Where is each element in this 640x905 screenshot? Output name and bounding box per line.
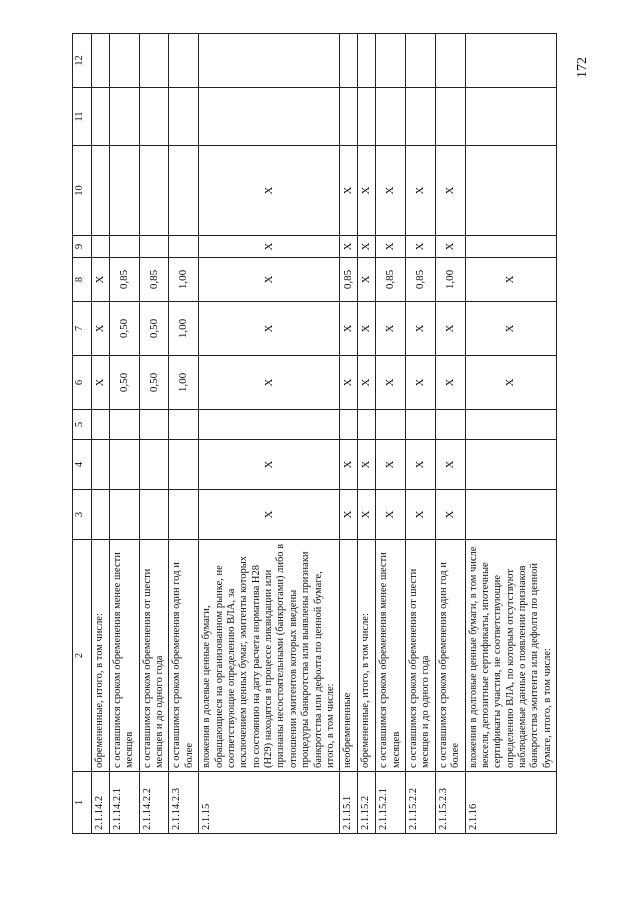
cell-value: X	[435, 302, 465, 356]
cell-value	[406, 34, 436, 88]
row-description: с оставшимся сроком обременения от шести месяцев и до одного года	[406, 540, 436, 772]
column-header: 3	[73, 490, 92, 540]
cell-value	[199, 34, 340, 88]
cell-value	[109, 88, 139, 146]
cell-value	[139, 88, 169, 146]
cell-value	[465, 146, 557, 236]
cell-value	[340, 88, 358, 146]
column-header: 2	[73, 540, 92, 772]
cell-value	[435, 410, 465, 440]
cell-value: 0,85	[376, 258, 406, 302]
table-row	[92, 34, 110, 834]
cell-value	[358, 88, 376, 146]
cell-value: X	[358, 356, 376, 410]
cell-value: X	[340, 236, 358, 258]
cell-value	[406, 88, 436, 146]
cell-value: X	[199, 440, 340, 490]
cell-value: X	[358, 258, 376, 302]
cell-value	[139, 236, 169, 258]
cell-value: X	[199, 490, 340, 540]
cell-value: X	[92, 302, 110, 356]
cell-value: X	[340, 440, 358, 490]
cell-value	[169, 34, 199, 88]
table-row	[358, 34, 376, 834]
row-code: 2.1.15.2.2	[406, 772, 436, 834]
cell-value: 0,85	[139, 258, 169, 302]
cell-value: X	[358, 490, 376, 540]
cell-value	[376, 410, 406, 440]
cell-value: 0,85	[406, 258, 436, 302]
row-description: с оставшимся сроком обременения один год и более	[169, 540, 199, 772]
cell-value: X	[406, 302, 436, 356]
cell-value: X	[199, 146, 340, 236]
cell-value: 1,00	[169, 258, 199, 302]
cell-value	[92, 236, 110, 258]
cell-value: X	[435, 236, 465, 258]
cell-value	[139, 490, 169, 540]
table-row	[406, 34, 436, 834]
table-row	[376, 34, 406, 834]
cell-value: 1,00	[435, 258, 465, 302]
cell-value: X	[358, 146, 376, 236]
cell-value: X	[406, 490, 436, 540]
cell-value: 0,85	[340, 258, 358, 302]
row-code: 2.1.14.2.3	[169, 772, 199, 834]
cell-value: X	[435, 490, 465, 540]
cell-value	[465, 34, 557, 88]
cell-value	[376, 34, 406, 88]
cell-value: X	[340, 302, 358, 356]
table-row	[199, 34, 340, 834]
liquidity-table	[72, 33, 557, 834]
cell-value	[109, 34, 139, 88]
cell-value: X	[376, 356, 406, 410]
cell-value	[465, 236, 557, 258]
cell-value	[109, 236, 139, 258]
row-code: 2.1.15.2.1	[376, 772, 406, 834]
cell-value	[92, 88, 110, 146]
row-description: необремененные	[340, 540, 358, 772]
cell-value: X	[376, 236, 406, 258]
cell-value	[139, 146, 169, 236]
cell-value	[169, 146, 199, 236]
column-header: 12	[73, 34, 92, 88]
column-header: 7	[73, 302, 92, 356]
cell-value	[199, 410, 340, 440]
cell-value	[169, 490, 199, 540]
table-row	[465, 34, 557, 834]
cell-value	[139, 34, 169, 88]
cell-value: X	[199, 258, 340, 302]
cell-value	[435, 34, 465, 88]
column-header: 6	[73, 356, 92, 410]
cell-value: 1,00	[169, 302, 199, 356]
cell-value	[376, 88, 406, 146]
cell-value: X	[435, 440, 465, 490]
cell-value: X	[376, 302, 406, 356]
cell-value: X	[435, 356, 465, 410]
cell-value	[109, 440, 139, 490]
cell-value: X	[340, 146, 358, 236]
row-description: обремененные, итого, в том числе:	[358, 540, 376, 772]
cell-value	[199, 88, 340, 146]
column-header: 4	[73, 440, 92, 490]
cell-value: X	[465, 302, 557, 356]
cell-value: X	[465, 258, 557, 302]
cell-value: X	[340, 490, 358, 540]
row-description: вложения в долевые ценные бумаги, обращающиеся на организованном рынке, не соответствующие определению ВЛА, за исключением ценных бумаг, эмитенты которых по состоянию на дату расчета норматива Н28 (Н29) находятся в процессе ликвидации или признаны несостоятельными (банкротами) либо в отношении эмитентов которых введены процедуры банкротства или выявлены признаки банкротства или дефолта по ценной бумаге, итого, в том числе:	[199, 540, 340, 772]
cell-value	[465, 440, 557, 490]
cell-value	[169, 440, 199, 490]
cell-value: 0,50	[109, 356, 139, 410]
cell-value	[92, 34, 110, 88]
row-description: обремененные, итого, в том числе:	[92, 540, 110, 772]
table-row	[139, 34, 169, 834]
cell-value: X	[199, 302, 340, 356]
cell-value	[340, 34, 358, 88]
cell-value: 0,50	[139, 302, 169, 356]
row-code: 2.1.14.2	[92, 772, 110, 834]
row-description: с оставшимся сроком обременения один год и более	[435, 540, 465, 772]
row-code: 2.1.16	[465, 772, 557, 834]
cell-value	[435, 88, 465, 146]
cell-value: 0,85	[109, 258, 139, 302]
cell-value: X	[199, 236, 340, 258]
page-number: 172	[575, 57, 590, 78]
row-code: 2.1.15.1	[340, 772, 358, 834]
cell-value: X	[376, 440, 406, 490]
row-code: 2.1.15.2.3	[435, 772, 465, 834]
table-row	[340, 34, 358, 834]
cell-value: X	[406, 236, 436, 258]
cell-value	[169, 236, 199, 258]
cell-value	[92, 146, 110, 236]
cell-value: X	[358, 440, 376, 490]
cell-value	[169, 410, 199, 440]
table-row	[435, 34, 465, 834]
cell-value: X	[199, 356, 340, 410]
column-header: 9	[73, 236, 92, 258]
cell-value	[358, 410, 376, 440]
cell-value: X	[92, 356, 110, 410]
cell-value	[465, 490, 557, 540]
cell-value: 0,50	[109, 302, 139, 356]
row-code: 2.1.14.2.2	[139, 772, 169, 834]
cell-value	[109, 410, 139, 440]
column-header: 11	[73, 88, 92, 146]
cell-value	[358, 34, 376, 88]
column-header: 5	[73, 410, 92, 440]
cell-value	[92, 410, 110, 440]
row-description: с оставшимся сроком обременения от шести месяцев и до одного года	[139, 540, 169, 772]
row-code: 2.1.15.2	[358, 772, 376, 834]
cell-value	[139, 410, 169, 440]
cell-value: X	[358, 236, 376, 258]
cell-value	[109, 146, 139, 236]
header-row	[73, 34, 92, 834]
cell-value	[92, 490, 110, 540]
cell-value	[92, 440, 110, 490]
column-header: 1	[73, 772, 92, 834]
cell-value	[109, 490, 139, 540]
cell-value: X	[376, 490, 406, 540]
cell-value: X	[376, 146, 406, 236]
cell-value	[465, 410, 557, 440]
column-header: 8	[73, 258, 92, 302]
cell-value	[169, 88, 199, 146]
cell-value: X	[358, 302, 376, 356]
rotated-page	[72, 34, 600, 834]
table-row	[109, 34, 139, 834]
cell-value	[406, 410, 436, 440]
cell-value: X	[465, 356, 557, 410]
table-row	[169, 34, 199, 834]
row-description: с оставшимся сроком обременения менее шести месяцев	[376, 540, 406, 772]
row-code: 2.1.14.2.1	[109, 772, 139, 834]
cell-value: X	[406, 356, 436, 410]
cell-value: X	[435, 146, 465, 236]
cell-value: 0,50	[139, 356, 169, 410]
cell-value	[340, 410, 358, 440]
cell-value: X	[340, 356, 358, 410]
cell-value	[465, 88, 557, 146]
cell-value: X	[406, 440, 436, 490]
cell-value: 1,00	[169, 356, 199, 410]
cell-value: X	[406, 146, 436, 236]
cell-value	[139, 440, 169, 490]
row-description: с оставшимся сроком обременения менее шести месяцев	[109, 540, 139, 772]
row-code: 2.1.15	[199, 772, 340, 834]
cell-value: X	[92, 258, 110, 302]
table-body	[92, 34, 557, 834]
column-header: 10	[73, 146, 92, 236]
row-description: вложения в долговые ценные бумаги, в том числе векселя, депозитные сертификаты, ипотечные сертификаты участия, не соответствующие определению ВЛА, по которым отсутствуют наблюдаемые данные о появлении признаков банкротства эмитента или дефолта по ценной бумаге, итого, в том числе:	[465, 540, 557, 772]
